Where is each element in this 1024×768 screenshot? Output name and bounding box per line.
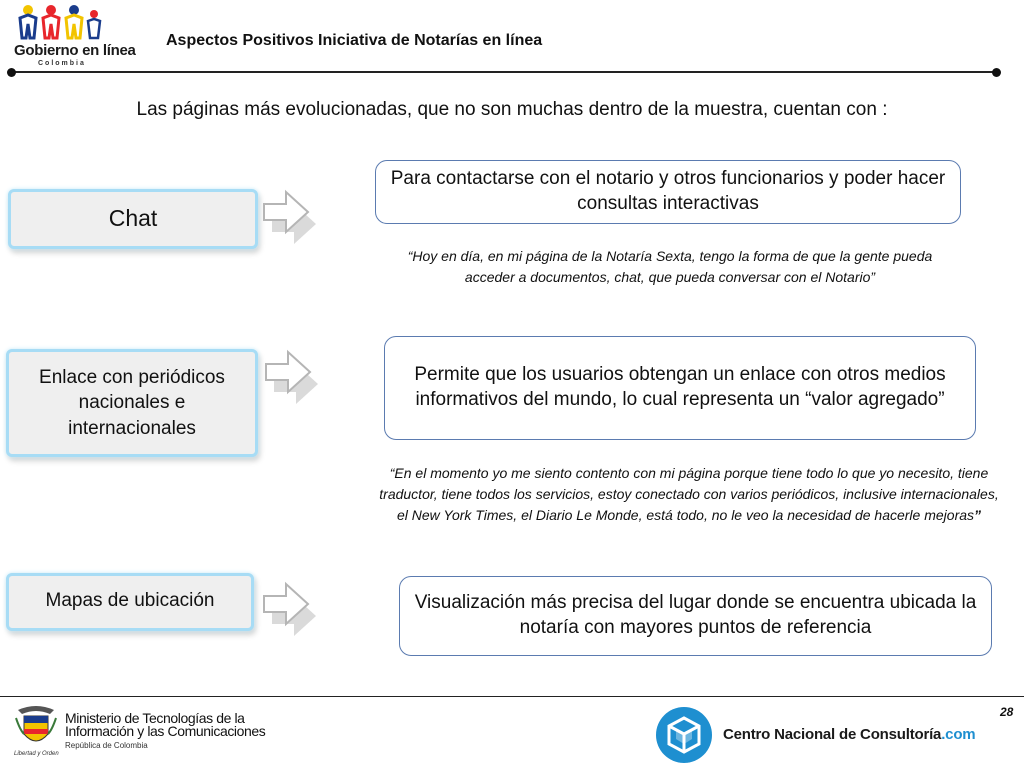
quote-chat: “Hoy en día, en mi página de la Notaría Sexta, tengo la forma de que la gente pueda acceder a documentos, chat, que pueda conversar con el Notario” <box>407 248 933 285</box>
ministerio-line-2: Información y las Comunicaciones <box>65 723 266 739</box>
description-text: Permite que los usuarios obtengan un enlace con otros medios informativos del mundo, lo cual representa un “valor agregado” <box>414 364 946 410</box>
description-enlace <box>384 336 976 440</box>
arrow-right-icon <box>260 578 320 638</box>
logo-subtext: Colombia <box>38 60 86 67</box>
ministerio-line-1: Ministerio de Tecnologías de la <box>65 710 245 726</box>
header-rule <box>12 71 997 73</box>
logo-text: Gobierno en línea <box>14 42 136 59</box>
rule-right-dot <box>992 68 1001 77</box>
description-text: Visualización más precisa del lugar donde se encuentra ubicada la notaría con mayores puntos de referencia <box>414 592 977 638</box>
quote-text: “En el momento yo me siento contento con mi página porque tiene todo lo que yo necesito, tiene traductor, tiene todos los servicios, estoy conectado con varios periódicos, inclusive internacionales, el New York Times, el Diario Le Monde, está todo, no le veo la necesidad de hacerle mejoras <box>379 465 999 523</box>
people-figures-icon <box>14 4 102 40</box>
ministerio-logo <box>12 704 266 764</box>
header-title: Aspectos Positivos Iniciativa de Notarías en línea <box>166 32 543 49</box>
category-chat <box>8 189 258 249</box>
page-number: 28 <box>1000 705 1014 719</box>
cnc-cube-icon <box>655 706 713 764</box>
cnc-suffix: .com <box>941 726 976 743</box>
gobierno-en-linea-logo <box>8 4 136 68</box>
category-label: Enlace con periódicos nacionales e internacionales <box>39 366 225 439</box>
category-label: Chat <box>108 205 158 232</box>
cnc-logo <box>655 706 985 764</box>
category-label: Mapas de ubicación <box>45 590 215 611</box>
republica-text: República de Colombia <box>65 741 148 750</box>
arrow-right-icon <box>262 346 322 406</box>
description-chat <box>375 160 961 224</box>
quote-end: ” <box>974 507 982 523</box>
arrow-right-icon <box>260 186 320 246</box>
ministerio-name <box>65 712 265 738</box>
cnc-name-text: Centro Nacional de Consultoría <box>723 726 942 743</box>
libertad-text: Libertad y Orden <box>14 751 59 757</box>
category-mapas <box>6 573 254 631</box>
rule-left-dot <box>7 68 16 77</box>
cnc-name <box>723 726 975 743</box>
coat-of-arms-icon <box>14 704 58 750</box>
slide-subtitle: Las páginas más evolucionadas, que no son muchas dentro de la muestra, cuentan con : <box>136 99 888 120</box>
footer-rule <box>0 696 1024 697</box>
category-enlace-periodicos <box>6 349 258 457</box>
description-mapas <box>399 576 992 656</box>
quote-enlace <box>378 463 1000 526</box>
description-text: Para contactarse con el notario y otros funcionarios y poder hacer consultas interactivas <box>390 168 946 214</box>
